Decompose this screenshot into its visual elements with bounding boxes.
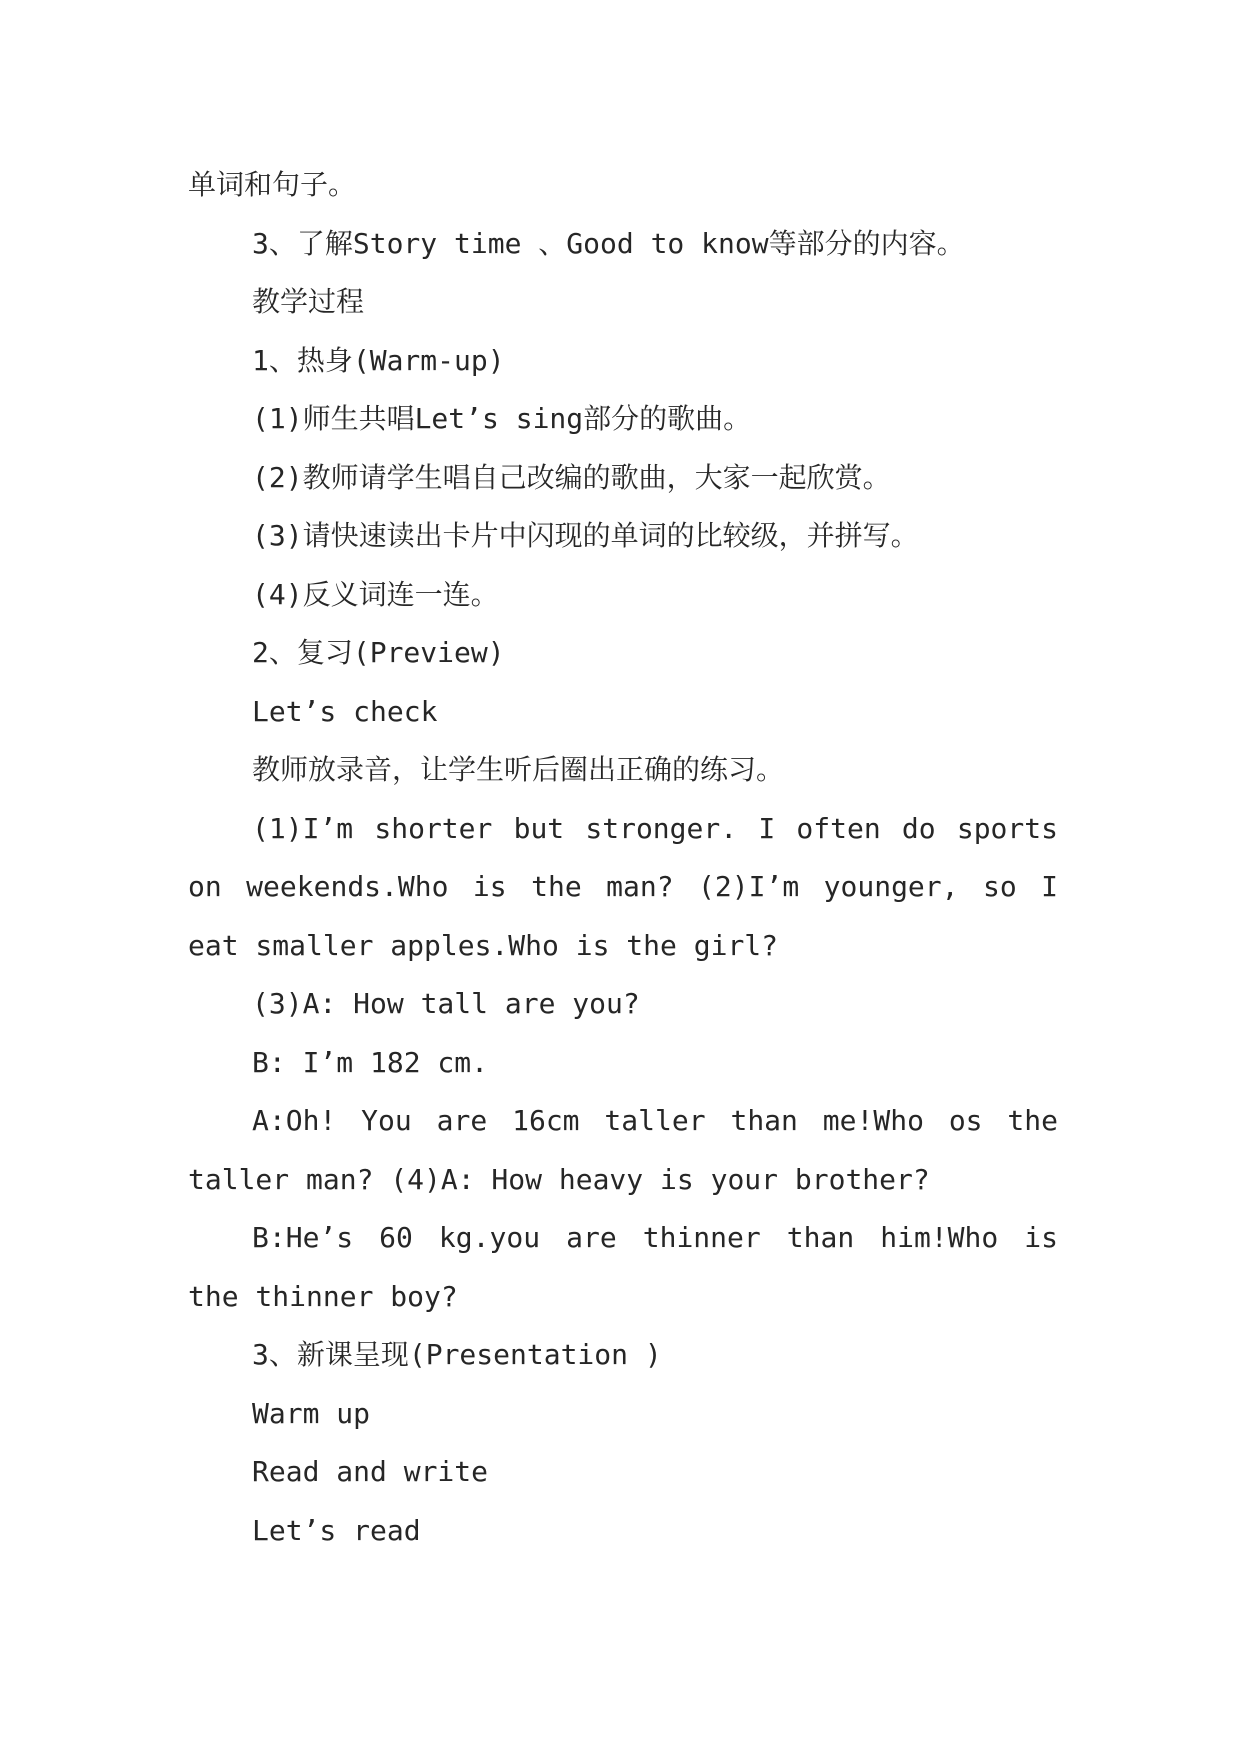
paragraph-objective-3: 3、了解Story time 、Good to know等部分的内容。 bbox=[252, 226, 965, 260]
subheading-lets-check: Let’s check bbox=[252, 694, 438, 728]
listening-item-1-2: (1)I’m shorter but stronger. I often do sports on weekends.Who is the man? (2)I’m younger, so I eat smaller apples.Who is the girl? bbox=[188, 811, 1058, 962]
warm-up-item-2: (2)教师请学生唱自己改编的歌曲，大家一起欣赏。 bbox=[252, 460, 891, 494]
listening-item-4-answer: B:He’s 60 kg.you are thinner than him!Who is the thinner boy? bbox=[188, 1221, 1058, 1313]
listening-item-3-4: A:Oh! You are 16cm taller than me!Who os the taller man? (4)A: How heavy is your brother? bbox=[188, 1104, 1058, 1196]
subheading-warm-up: Warm up bbox=[252, 1396, 371, 1430]
step-heading-presentation: 3、新课呈现(Presentation ) bbox=[252, 1338, 662, 1371]
subheading-read-and-write: Read and write bbox=[252, 1455, 489, 1488]
step-heading-preview: 2、复习(Preview) bbox=[252, 636, 505, 669]
subheading-lets-read: Let’s read bbox=[252, 1513, 421, 1547]
instruction-paragraph: 教师放录音，让学生听后圈出正确的练习。 bbox=[252, 753, 785, 786]
section-heading-teaching-process: 教学过程 bbox=[252, 285, 365, 318]
paragraph-continuation: 单词和句子。 bbox=[188, 168, 357, 201]
warm-up-item-1: (1)师生共唱Let’s sing部分的歌曲。 bbox=[252, 402, 752, 435]
warm-up-item-4: (4)反义词连一连。 bbox=[252, 577, 499, 611]
listening-item-3-question: (3)A: How tall are you? bbox=[252, 987, 640, 1020]
listening-item-3-answer: B: I’m 182 cm. bbox=[252, 1045, 489, 1079]
document-body bbox=[188, 156, 1058, 1560]
step-heading-warm-up: 1、热身(Warm-up) bbox=[252, 343, 505, 377]
warm-up-item-3: (3)请快速读出卡片中闪现的单词的比较级，并拼写。 bbox=[252, 519, 919, 552]
